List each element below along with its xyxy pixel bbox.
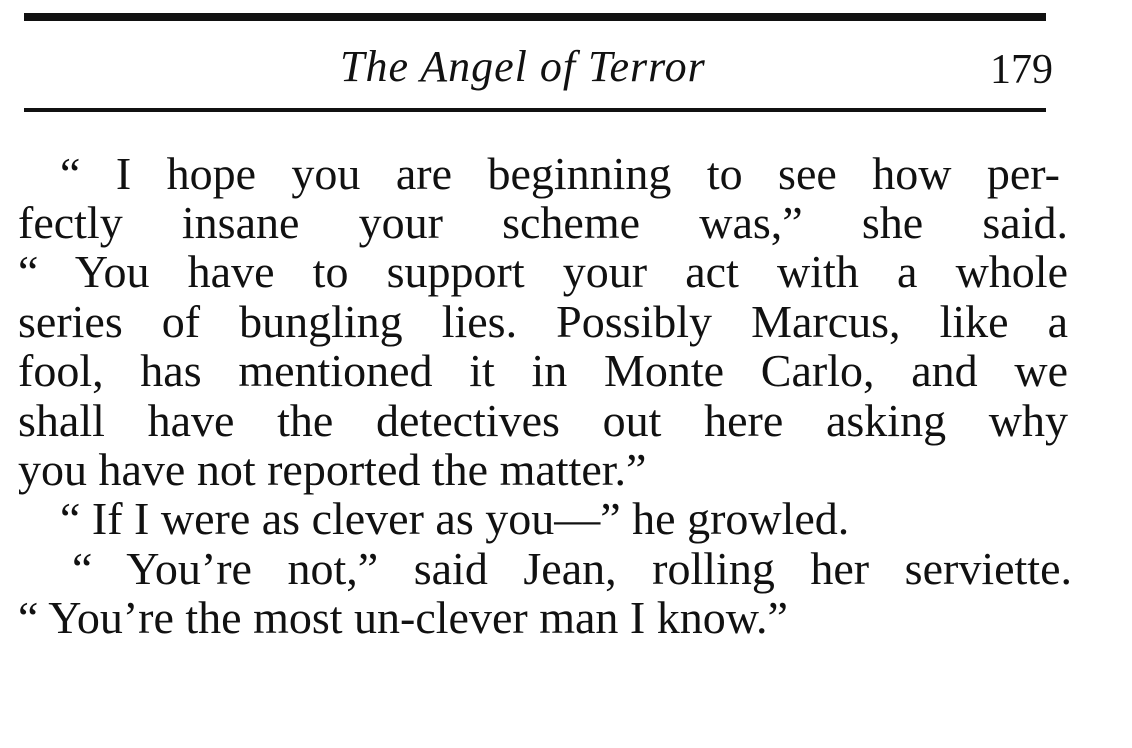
- running-title: The Angel of Terror: [340, 42, 706, 91]
- body-line: shall have the detectives out here asking why: [18, 395, 1068, 446]
- top-rule: [24, 13, 1046, 21]
- body-line: you have not reported the matter.”: [18, 444, 647, 495]
- body-line: “ You’re not,” said Jean, rolling her serviette.: [72, 543, 1072, 594]
- body-line: fectly insane your scheme was,” she said.: [18, 197, 1068, 248]
- body-line: “ You have to support your act with a whole: [18, 246, 1068, 297]
- body-line: “ If I were as clever as you—” he growled.: [60, 493, 850, 544]
- header-rule: [24, 108, 1046, 112]
- body-line: “ I hope you are beginning to see how per-: [60, 148, 1060, 199]
- page-number: 179: [990, 47, 1053, 93]
- body-line: “ You’re the most un-clever man I know.”: [18, 592, 788, 643]
- body-line: fool, has mentioned it in Monte Carlo, and we: [18, 345, 1068, 396]
- body-line: series of bungling lies. Possibly Marcus, like a: [18, 296, 1068, 347]
